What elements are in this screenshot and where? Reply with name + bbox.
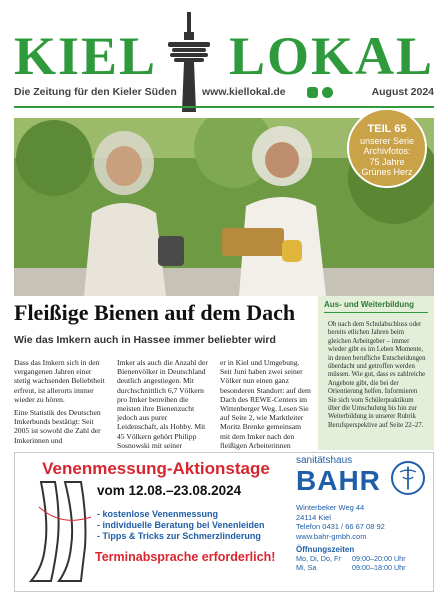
article-col1-para1: Dass das Imkern sich in den vergangenen Jahren einer stetig wachsenden Beliebtheit erfreut, ist allerorts immer wieder zu hören.	[14, 358, 105, 404]
ad-hours-time: 09:00–20:00 Uhr	[352, 554, 406, 563]
article-col3-text: er in Kiel und Umgebung. Seit Juni haben zwei seiner Völker nun einen ganz besonderen Standort: auf dem Dach des REWE-Centers im Wittenberger Weg. Lesen Sie auf Seite 2, wie Marktleiter Moritz Brenke gemeinsam mit dem Imker nach den fleißigen Arbeiterinnen	[220, 358, 311, 450]
ad-brand-small: sanitätshaus	[296, 455, 353, 466]
ad-hours-row	[296, 563, 430, 572]
legs-illustration-icon	[21, 477, 101, 587]
article-body	[14, 358, 310, 450]
ad-left	[15, 453, 285, 591]
ad-phone[interactable]: Telefon 0431 / 66 67 08 92	[296, 522, 385, 531]
masthead-subbar	[14, 86, 434, 102]
ad-list-item: - Tipps & Tricks zur Schmerzlinderung	[97, 531, 261, 541]
ad-hours-row	[296, 554, 430, 563]
ad-street: Winterbeker Weg 44	[296, 503, 365, 512]
badge-line3: 75 Jahre	[369, 156, 405, 167]
article-column-2	[117, 358, 208, 450]
instagram-icon[interactable]	[307, 87, 318, 98]
ad-hours-time: 09:00–18:00 Uhr	[352, 563, 406, 572]
ad-cta: Terminabsprache erforderlich!	[95, 550, 276, 564]
article-column-1	[14, 358, 105, 450]
ad-date: vom 12.08.–23.08.2024	[97, 483, 242, 498]
facebook-icon[interactable]	[322, 87, 333, 98]
masthead-edition: August 2024	[371, 86, 434, 98]
badge-part: TEIL 65	[367, 123, 407, 135]
ad-brand-large: BAHR	[296, 465, 381, 496]
badge-line4: Grünes Herz	[361, 167, 413, 177]
ad-list-item: - kostenlose Venenmessung	[97, 509, 219, 519]
ad-web[interactable]: www.bahr-gmbh.com	[296, 531, 367, 541]
article-col2-text: Imker als auch die Anzahl der Bienenvölker in Deutschland deutlich angestiegen. Mit durchschnittlich 6,7 Völkern pro Imker betreiben die meisten ihre Bienenzucht jedoch aus purer Leidenschaft, als Hobby. Mit 45 Völkern gehört Philipp Sosnowski mit seiner	[117, 358, 208, 450]
masthead-tagline: Die Zeitung für den Kieler Süden	[14, 86, 177, 98]
ad-hours-days: Mo, Di, Do, Fr	[296, 554, 341, 563]
ad-right	[293, 453, 433, 591]
caduceus-logo-icon	[391, 461, 425, 495]
series-badge	[347, 108, 427, 188]
article-col1-para2: Eine Statistik des Deutschen Imkerbunds bestätigt: Seit 2005 ist sowohl die Zahl der Imkerinnen und	[14, 408, 101, 445]
article-column-3	[220, 358, 311, 450]
masthead	[0, 0, 448, 112]
masthead-website[interactable]: www.kiellokal.de	[202, 86, 286, 98]
masthead-rule	[14, 106, 434, 108]
sidebar-box	[318, 296, 434, 450]
sidebar-box-body: Ob nach dem Schulabschluss oder bereits etlichen Jahren beim gleichen Arbeitgeber – immer wieder gibt es im Leben Momente, in denen berufliche Entscheidungen überdacht und getroffen werden müssen. Wie gut, dass es zahlreiche Angebote gibt, die bei der Orientierung helfen. Informieren Sie sich vom Schülerpraktikum über die Umschulung bis hin zur Weiterbildung in unserer Rubrik Berufsperspektive auf Seite 22–27.	[328, 321, 426, 429]
ad-list-item: - individuelle Beratung bei Venenleiden	[97, 520, 265, 530]
ad-title: Venenmessung-Aktionstage	[42, 459, 270, 478]
article-headline: Fleißige Bienen auf dem Dach	[14, 300, 296, 325]
advertisement[interactable]	[14, 452, 434, 592]
ad-list	[97, 509, 282, 542]
masthead-word-right: LOKAL	[228, 26, 434, 86]
badge-line1: unserer Serie	[359, 135, 415, 146]
masthead-word-left: KIEL	[14, 26, 158, 86]
ad-address	[296, 503, 426, 541]
ad-opening-hours	[296, 545, 430, 572]
article-deck: Wie das Imkern auch in Hassee immer beliebter wird	[14, 334, 276, 346]
ad-hours-days: Mi, Sa	[296, 563, 317, 572]
ad-city: 24114 Kiel	[296, 512, 331, 522]
badge-line2: Archivfotos:	[363, 146, 411, 156]
masthead-title	[14, 20, 434, 86]
ad-hours-title: Öffnungszeiten	[296, 545, 355, 554]
sidebar-box-title: Aus- und Weiterbildung	[324, 300, 428, 313]
